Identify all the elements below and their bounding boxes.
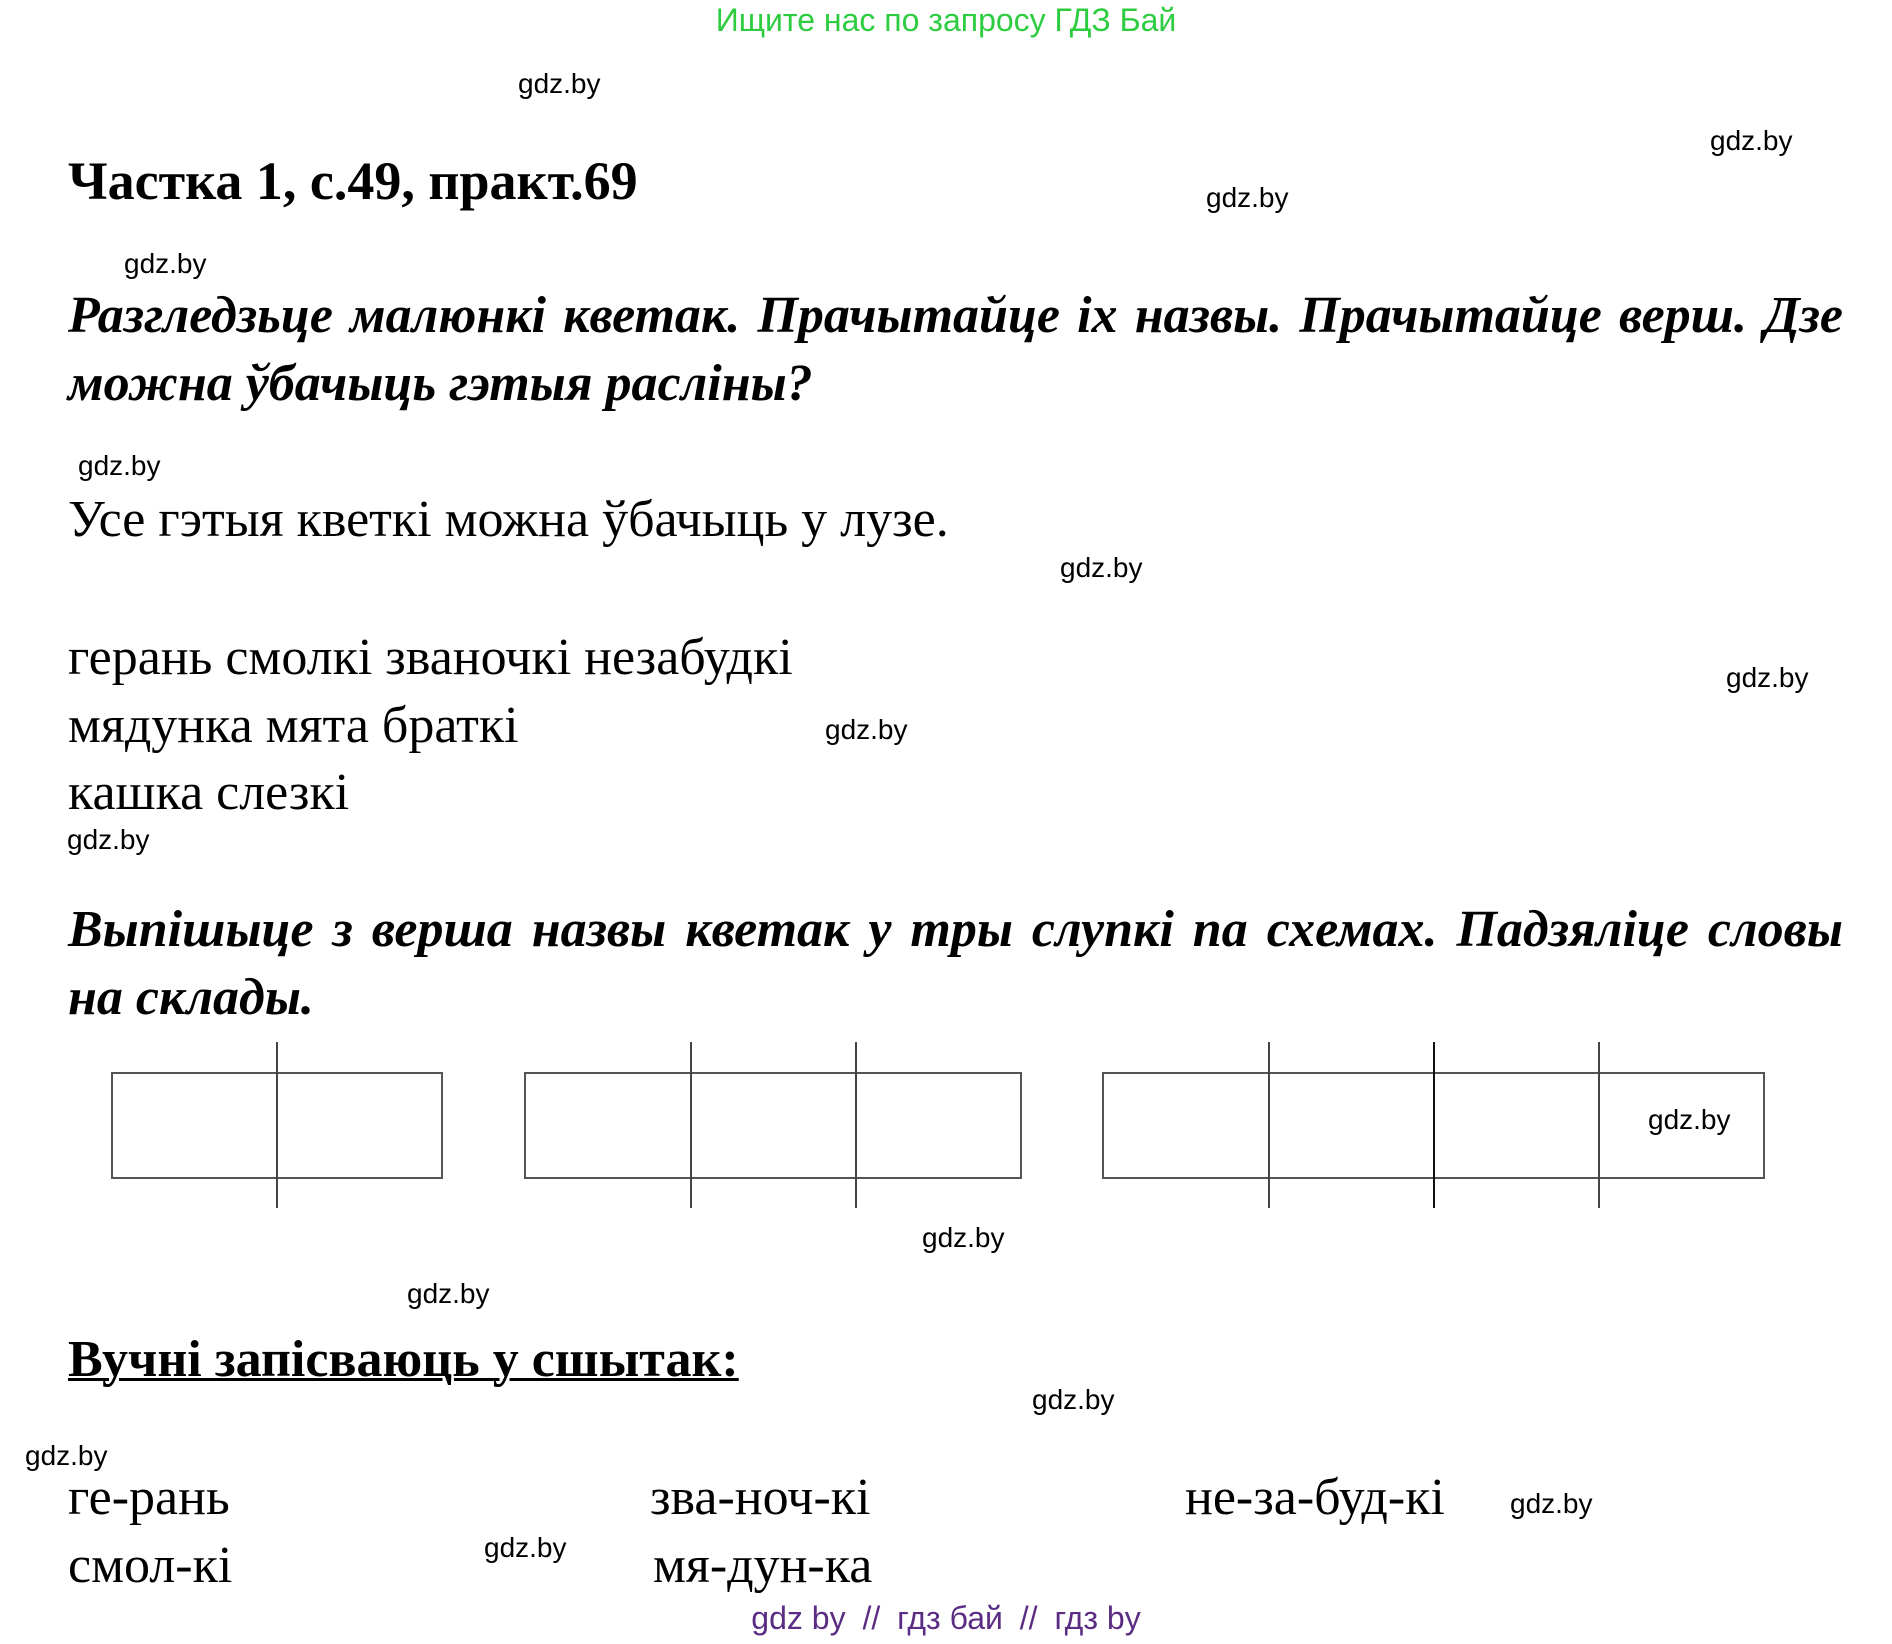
watermark: gdz.by xyxy=(484,1532,567,1563)
scheme-box xyxy=(524,1072,1022,1179)
syllable-word: зва-ноч-кі xyxy=(650,1469,871,1526)
flower-list-line-1: герань смолкі званочкі незабудкі xyxy=(68,629,793,686)
footer-link-gdz-bai[interactable]: гдз бай xyxy=(897,1600,1003,1636)
watermark: gdz.by xyxy=(407,1278,490,1309)
footer-separator: // xyxy=(1019,1600,1038,1636)
syllable-word: не-за-буд-кі xyxy=(1185,1469,1445,1526)
answer-text: Усе гэтыя кветкі можна ўбачыць у лузе. xyxy=(68,491,949,548)
watermark: gdz.by xyxy=(1032,1384,1115,1415)
watermark: gdz.by xyxy=(25,1440,108,1471)
footer-separator: // xyxy=(862,1600,881,1636)
watermark: gdz.by xyxy=(1510,1488,1593,1519)
syllable-word: мя-дун-ка xyxy=(653,1537,873,1594)
watermark: gdz.by xyxy=(922,1222,1005,1253)
footer-link-gdz-by-cyr[interactable]: гдз by xyxy=(1054,1600,1141,1636)
watermark: gdz.by xyxy=(78,450,161,481)
watermark: gdz.by xyxy=(1648,1104,1731,1135)
watermark: gdz.by xyxy=(1206,182,1289,213)
watermark: gdz.by xyxy=(825,714,908,745)
page-title: Частка 1, с.49, практ.69 xyxy=(68,151,638,211)
syllable-word: смол-кі xyxy=(68,1537,233,1594)
scheme-divider xyxy=(276,1042,278,1208)
watermark: gdz.by xyxy=(67,824,150,855)
flower-list-line-2: мядунка мята браткі xyxy=(68,697,519,754)
watermark: gdz.by xyxy=(518,68,601,99)
scheme-divider xyxy=(1433,1042,1435,1208)
top-banner[interactable]: Ищите нас по запросу ГДЗ Бай xyxy=(715,2,1177,38)
task-instruction-1: Разгледзьце малюнкі кветак. Прачытайце іх назвы. Прачытайце верш. Дзе можна ўбачыць гэтыя расліны? xyxy=(68,287,1843,412)
syllable-word: ге-рань xyxy=(68,1469,230,1526)
watermark: gdz.by xyxy=(124,248,207,279)
footer-link-gdz-by[interactable]: gdz by xyxy=(751,1600,846,1636)
watermark: gdz.by xyxy=(1710,125,1793,156)
watermark: gdz.by xyxy=(1726,662,1809,693)
watermark: gdz.by xyxy=(1060,552,1143,583)
scheme-divider xyxy=(1598,1042,1600,1208)
scheme-divider xyxy=(1268,1042,1270,1208)
scheme-divider xyxy=(855,1042,857,1208)
task-instruction-2: Выпішыце з верша назвы кветак у тры слупкі па схемах. Падзяліце словы на склады. xyxy=(68,901,1843,1026)
flower-list-line-3: кашка слезкі xyxy=(68,764,350,821)
assignment-heading: Вучні запісваюць у сшытак: xyxy=(68,1331,739,1388)
footer-links xyxy=(0,1600,1892,1637)
scheme-divider xyxy=(690,1042,692,1208)
